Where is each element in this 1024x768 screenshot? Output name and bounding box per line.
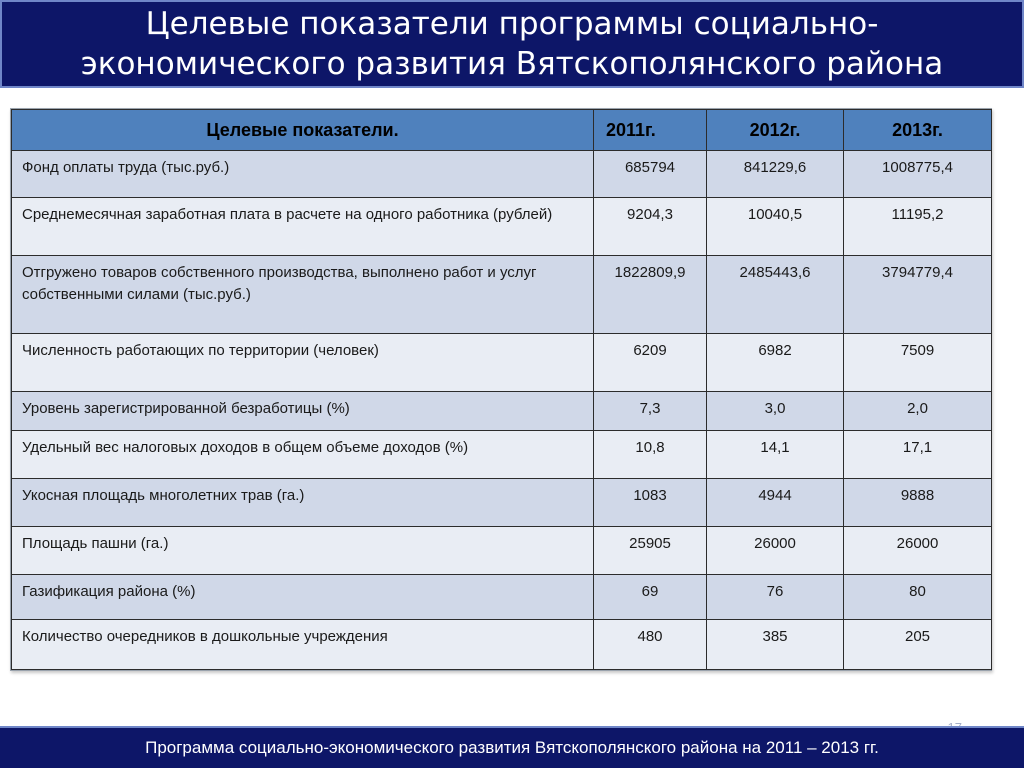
row-label: Газификация района (%) bbox=[12, 575, 594, 620]
row-label: Укосная площадь многолетних трав (га.) bbox=[12, 479, 594, 527]
table-row bbox=[12, 620, 992, 670]
row-label: Площадь пашни (га.) bbox=[12, 527, 594, 575]
value-2012: 4944 bbox=[707, 479, 844, 527]
value-2013: 7509 bbox=[844, 334, 992, 392]
footer-text: Программа социально-экономического развития Вятскополянского района на 2011 – 2013 гг. bbox=[145, 738, 879, 757]
value-2011: 6209 bbox=[594, 334, 707, 392]
value-2013: 2,0 bbox=[844, 392, 992, 431]
table-header-row bbox=[12, 110, 992, 151]
value-2011: 10,8 bbox=[594, 431, 707, 479]
row-label: Удельный вес налоговых доходов в общем объеме доходов (%) bbox=[12, 431, 594, 479]
row-label: Количество очередников в дошкольные учреждения bbox=[12, 620, 594, 670]
table-row bbox=[12, 198, 992, 256]
row-label: Среднемесячная заработная плата в расчете на одного работника (рублей) bbox=[12, 198, 594, 256]
value-2011: 480 bbox=[594, 620, 707, 670]
table-row bbox=[12, 431, 992, 479]
table-row bbox=[12, 479, 992, 527]
value-2013: 11195,2 bbox=[844, 198, 992, 256]
table-row bbox=[12, 151, 992, 198]
slide-title bbox=[81, 4, 944, 84]
value-2012: 76 bbox=[707, 575, 844, 620]
indicators-table-container bbox=[10, 108, 992, 671]
value-2012: 6982 bbox=[707, 334, 844, 392]
row-label: Фонд оплаты труда (тыс.руб.) bbox=[12, 151, 594, 198]
title-line-2: экономического развития Вятскополянского района bbox=[80, 46, 944, 82]
value-2013: 3794779,4 bbox=[844, 256, 992, 334]
header-2011: 2011г. bbox=[594, 110, 707, 151]
value-2012: 10040,5 bbox=[707, 198, 844, 256]
table-row bbox=[12, 527, 992, 575]
value-2013: 1008775,4 bbox=[844, 151, 992, 198]
value-2011: 1822809,9 bbox=[594, 256, 707, 334]
table-row bbox=[12, 392, 992, 431]
value-2013: 80 bbox=[844, 575, 992, 620]
table-row bbox=[12, 256, 992, 334]
value-2012: 841229,6 bbox=[707, 151, 844, 198]
value-2011: 9204,3 bbox=[594, 198, 707, 256]
footer-bar bbox=[0, 726, 1024, 768]
value-2012: 14,1 bbox=[707, 431, 844, 479]
row-label: Отгружено товаров собственного производства, выполнено работ и услуг собственными силами (тыс.руб.) bbox=[12, 256, 594, 334]
value-2012: 385 bbox=[707, 620, 844, 670]
header-indicators: Целевые показатели. bbox=[12, 110, 594, 151]
indicators-table bbox=[11, 109, 992, 670]
title-line-1: Целевые показатели программы социально- bbox=[145, 6, 879, 42]
value-2011: 7,3 bbox=[594, 392, 707, 431]
value-2012: 3,0 bbox=[707, 392, 844, 431]
value-2013: 17,1 bbox=[844, 431, 992, 479]
header-2013: 2013г. bbox=[844, 110, 992, 151]
value-2011: 25905 bbox=[594, 527, 707, 575]
value-2012: 2485443,6 bbox=[707, 256, 844, 334]
value-2013: 205 bbox=[844, 620, 992, 670]
table-row bbox=[12, 575, 992, 620]
value-2011: 1083 bbox=[594, 479, 707, 527]
header-2012: 2012г. bbox=[707, 110, 844, 151]
row-label: Уровень зарегистрированной безработицы (%) bbox=[12, 392, 594, 431]
title-bar bbox=[0, 0, 1024, 88]
value-2013: 9888 bbox=[844, 479, 992, 527]
table-row bbox=[12, 334, 992, 392]
value-2013: 26000 bbox=[844, 527, 992, 575]
value-2011: 685794 bbox=[594, 151, 707, 198]
value-2012: 26000 bbox=[707, 527, 844, 575]
value-2011: 69 bbox=[594, 575, 707, 620]
row-label: Численность работающих по территории (человек) bbox=[12, 334, 594, 392]
